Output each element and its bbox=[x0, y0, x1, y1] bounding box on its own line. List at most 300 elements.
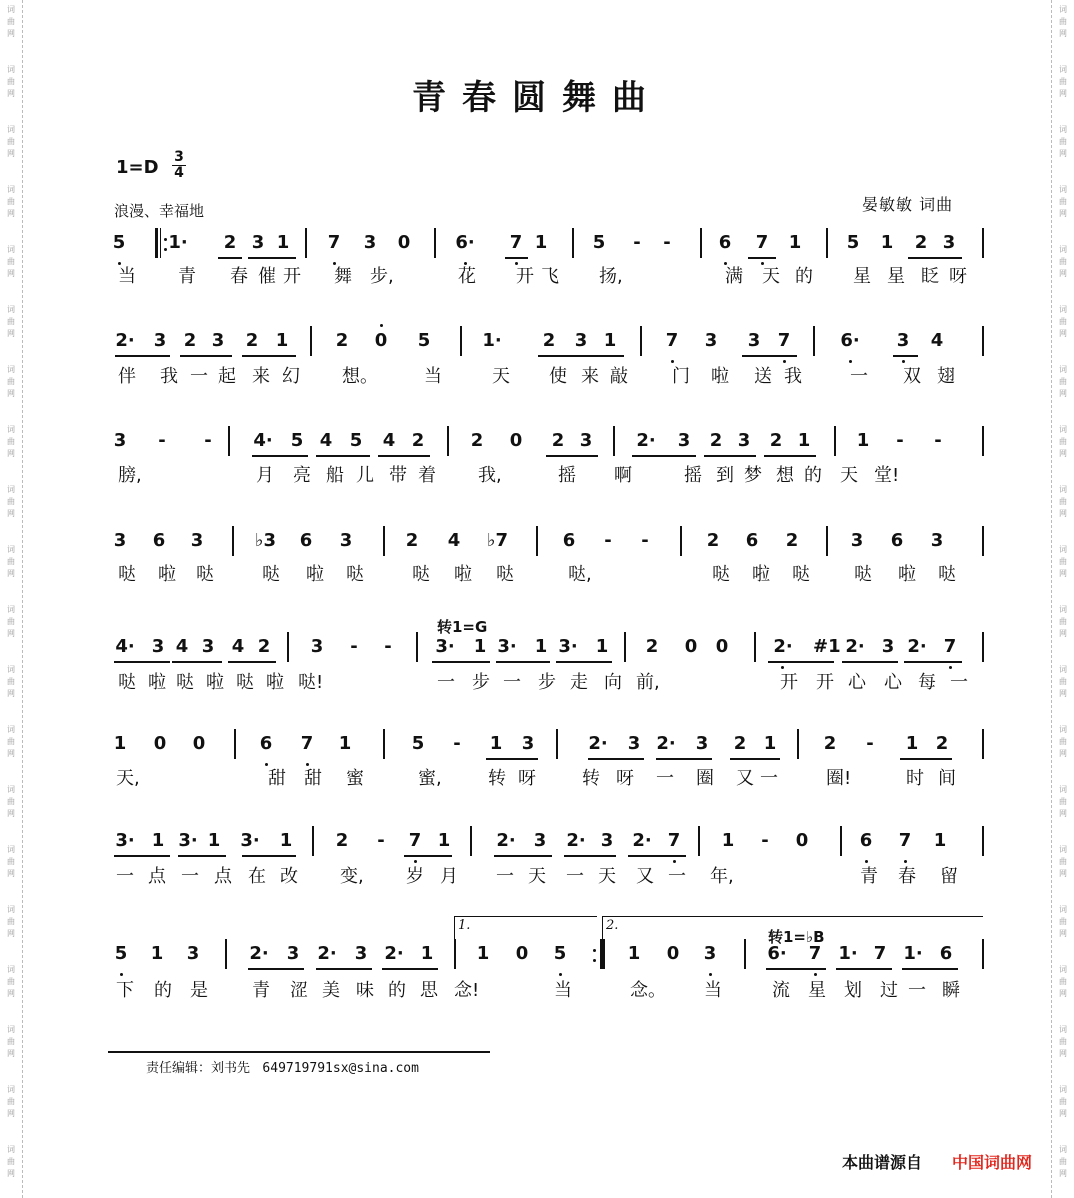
note: 1 bbox=[279, 830, 293, 851]
beam bbox=[902, 968, 958, 970]
note: 7 bbox=[667, 830, 681, 851]
note: 2 bbox=[785, 530, 799, 551]
lyric: 哒 bbox=[236, 672, 254, 693]
song-title: 青春圆舞曲 bbox=[412, 78, 662, 118]
beam bbox=[588, 758, 644, 760]
lyric: 蜜, bbox=[418, 768, 442, 789]
beam bbox=[893, 355, 918, 357]
lyric: 哒, bbox=[568, 564, 592, 585]
note: 3 bbox=[896, 330, 910, 351]
note: 1 bbox=[113, 733, 127, 754]
modulation-mark: 转1=G bbox=[437, 618, 488, 636]
barline bbox=[982, 228, 984, 258]
note: 5 bbox=[411, 733, 425, 754]
volta-2-label: 2. bbox=[606, 918, 619, 933]
note: 6· bbox=[455, 232, 475, 253]
note: 3 bbox=[113, 530, 127, 551]
lyric: 涩 bbox=[290, 980, 308, 1001]
note: 1 bbox=[338, 733, 352, 754]
note: 1 bbox=[880, 232, 894, 253]
lyric: 改 bbox=[280, 866, 298, 887]
octave-dot bbox=[118, 262, 121, 265]
barline bbox=[624, 632, 626, 662]
watermark-text: 词 曲 网 bbox=[1059, 725, 1067, 758]
beam bbox=[836, 968, 892, 970]
lyric: 儿 bbox=[356, 465, 374, 486]
note: 3· bbox=[115, 830, 135, 851]
note: 1 bbox=[476, 943, 490, 964]
watermark-text: 词 曲 网 bbox=[1059, 245, 1067, 278]
note: 3 bbox=[600, 830, 614, 851]
octave-dot bbox=[865, 860, 868, 863]
beam bbox=[564, 855, 616, 857]
watermark-text: 词 曲 网 bbox=[1059, 125, 1067, 158]
note: 3 bbox=[201, 636, 215, 657]
note: 2· bbox=[656, 733, 676, 754]
barline bbox=[744, 939, 746, 969]
barline bbox=[680, 526, 682, 556]
note: - bbox=[453, 733, 461, 754]
lyric: 味 bbox=[356, 980, 374, 1001]
note: 1· bbox=[838, 943, 858, 964]
watermark-text: 词 曲 网 bbox=[7, 1085, 15, 1118]
note: 6 bbox=[299, 530, 313, 551]
watermark-text: 词 曲 网 bbox=[7, 845, 15, 878]
note: 3 bbox=[677, 430, 691, 451]
beam bbox=[704, 455, 756, 457]
lyric: 哒 bbox=[262, 564, 280, 585]
lyric: 年, bbox=[710, 866, 734, 887]
lyric: 星 bbox=[808, 980, 826, 1001]
beam bbox=[768, 661, 834, 663]
beam bbox=[505, 257, 528, 259]
watermark-text: 词 曲 网 bbox=[1059, 1145, 1067, 1178]
note: 3 bbox=[704, 330, 718, 351]
note: 1 bbox=[603, 330, 617, 351]
note: ♭3 bbox=[255, 530, 277, 551]
note: 2 bbox=[823, 733, 837, 754]
lyric: 啦 bbox=[306, 564, 324, 585]
time-signature-bottom: 4 bbox=[172, 165, 186, 181]
note: 1 bbox=[473, 636, 487, 657]
left-watermark-strip bbox=[0, 0, 23, 1198]
beam bbox=[242, 355, 296, 357]
author-credit: 晏敏敏 词曲 bbox=[862, 195, 954, 214]
beam bbox=[494, 855, 552, 857]
note: 1 bbox=[763, 733, 777, 754]
repeat-end-bar bbox=[600, 939, 603, 969]
note: 7 bbox=[808, 943, 822, 964]
lyric: 月 bbox=[256, 465, 274, 486]
note: 3 bbox=[363, 232, 377, 253]
note: 2 bbox=[411, 430, 425, 451]
lyric: 步 bbox=[538, 672, 556, 693]
lyric: 膀, bbox=[118, 465, 142, 486]
lyric: 开 bbox=[780, 672, 798, 693]
lyric: 星 bbox=[887, 266, 905, 287]
note: 4· bbox=[253, 430, 273, 451]
note: 2 bbox=[769, 430, 783, 451]
note: - bbox=[204, 430, 212, 451]
barline bbox=[234, 729, 236, 759]
note: - bbox=[866, 733, 874, 754]
lyric: 啦 bbox=[158, 564, 176, 585]
lyric: 走 bbox=[570, 672, 588, 693]
lyric: 在 bbox=[248, 866, 266, 887]
barline bbox=[460, 326, 462, 356]
source-label: 本曲谱源自 bbox=[842, 1153, 923, 1172]
note: 4 bbox=[231, 636, 245, 657]
lyric: 开 bbox=[283, 266, 301, 287]
note: 2 bbox=[914, 232, 928, 253]
lyric: 一 bbox=[656, 768, 674, 789]
watermark-text: 词 曲 网 bbox=[1059, 5, 1067, 38]
note: 5 bbox=[417, 330, 431, 351]
note: - bbox=[896, 430, 904, 451]
lyric: 翅 bbox=[937, 366, 955, 387]
beam bbox=[764, 455, 816, 457]
lyric: 划 bbox=[844, 980, 862, 1001]
lyric: 留 bbox=[940, 866, 958, 887]
watermark-text: 词 曲 网 bbox=[7, 5, 15, 38]
watermark-text: 词 曲 网 bbox=[7, 65, 15, 98]
lyric: 一 bbox=[850, 366, 868, 387]
octave-dot bbox=[902, 360, 905, 363]
octave-dot bbox=[265, 763, 268, 766]
note: 1 bbox=[420, 943, 434, 964]
lyric: 啦 bbox=[148, 672, 166, 693]
note: 6 bbox=[745, 530, 759, 551]
note: 1 bbox=[207, 830, 221, 851]
barline bbox=[982, 526, 984, 556]
beam bbox=[115, 355, 170, 357]
time-signature-top: 3 bbox=[174, 149, 184, 165]
note: 3 bbox=[113, 430, 127, 451]
lyric: 一 bbox=[908, 980, 926, 1001]
barline bbox=[603, 939, 605, 969]
lyric: 送 bbox=[754, 366, 772, 387]
lyric: 的 bbox=[804, 465, 822, 486]
lyric: 堂! bbox=[874, 465, 900, 486]
barline bbox=[536, 526, 538, 556]
note: - bbox=[761, 830, 769, 851]
lyric: 哒 bbox=[196, 564, 214, 585]
lyric: 思 bbox=[420, 980, 438, 1001]
lyric: 啦 bbox=[206, 672, 224, 693]
watermark-text: 词 曲 网 bbox=[7, 425, 15, 458]
note: 3· bbox=[178, 830, 198, 851]
octave-dot bbox=[414, 860, 417, 863]
lyric: 哒 bbox=[118, 564, 136, 585]
note: 7 bbox=[873, 943, 887, 964]
lyric: 点 bbox=[148, 866, 166, 887]
lyric: 心 bbox=[848, 672, 866, 693]
note: 3· bbox=[497, 636, 517, 657]
lyric: 来 bbox=[252, 366, 270, 387]
lyric: 时 bbox=[906, 768, 924, 789]
note: 2 bbox=[706, 530, 720, 551]
lyric: 天 bbox=[492, 366, 510, 387]
repeat-dot bbox=[593, 959, 596, 962]
lyric: 啦 bbox=[752, 564, 770, 585]
note: 5 bbox=[592, 232, 606, 253]
lyric: 圈 bbox=[696, 768, 714, 789]
note: 0 bbox=[509, 430, 523, 451]
lyric: 的 bbox=[795, 266, 813, 287]
lyric: 一 bbox=[950, 672, 968, 693]
watermark-text: 词 曲 网 bbox=[7, 785, 15, 818]
lyric: 哒 bbox=[712, 564, 730, 585]
note: 7 bbox=[327, 232, 341, 253]
barline bbox=[447, 426, 449, 456]
lyric: 当 bbox=[118, 266, 136, 287]
repeat-dot bbox=[164, 238, 167, 241]
note: 7 bbox=[943, 636, 957, 657]
octave-dot bbox=[814, 973, 817, 976]
watermark-text: 词 曲 网 bbox=[1059, 425, 1067, 458]
lyric: 当 bbox=[424, 366, 442, 387]
octave-dot bbox=[783, 360, 786, 363]
note: 2 bbox=[645, 636, 659, 657]
watermark-text: 词 曲 网 bbox=[7, 305, 15, 338]
note: 2· bbox=[636, 430, 656, 451]
lyric: 流 bbox=[772, 980, 790, 1001]
beam bbox=[632, 455, 696, 457]
watermark-text: 词 曲 网 bbox=[1059, 965, 1067, 998]
lyric: 间 bbox=[938, 768, 956, 789]
lyric: 点 bbox=[214, 866, 232, 887]
lyric: 船 bbox=[326, 465, 344, 486]
lyric: 哒 bbox=[792, 564, 810, 585]
note: - bbox=[377, 830, 385, 851]
note: 1 bbox=[595, 636, 609, 657]
repeat-dot bbox=[164, 248, 167, 251]
barline bbox=[982, 729, 984, 759]
beam bbox=[316, 455, 370, 457]
note: 0 bbox=[192, 733, 206, 754]
note: 1 bbox=[788, 232, 802, 253]
lyric: 一 bbox=[668, 866, 686, 887]
lyric: 啦 bbox=[898, 564, 916, 585]
note: - bbox=[934, 430, 942, 451]
barline bbox=[982, 632, 984, 662]
lyric: 一 bbox=[566, 866, 584, 887]
note: 6 bbox=[718, 232, 732, 253]
watermark-text: 词 曲 网 bbox=[1059, 305, 1067, 338]
beam bbox=[382, 968, 438, 970]
beam bbox=[486, 758, 538, 760]
note: 3· bbox=[435, 636, 455, 657]
watermark-text: 词 曲 网 bbox=[7, 545, 15, 578]
barline bbox=[312, 826, 314, 856]
note: 7 bbox=[755, 232, 769, 253]
note: 7 bbox=[665, 330, 679, 351]
note: 6 bbox=[562, 530, 576, 551]
beam bbox=[218, 257, 242, 259]
note: 2 bbox=[935, 733, 949, 754]
watermark-text: 词 曲 网 bbox=[1059, 485, 1067, 518]
note: 6 bbox=[939, 943, 953, 964]
lyric: 哒 bbox=[176, 672, 194, 693]
lyric: 青 bbox=[252, 980, 270, 1001]
octave-dot bbox=[849, 360, 852, 363]
lyric: 呀 bbox=[616, 768, 634, 789]
note: 2· bbox=[907, 636, 927, 657]
note: 5 bbox=[114, 943, 128, 964]
watermark-text: 词 曲 网 bbox=[7, 665, 15, 698]
watermark-text: 词 曲 网 bbox=[1059, 665, 1067, 698]
note: 2· bbox=[249, 943, 269, 964]
octave-dot bbox=[515, 262, 518, 265]
note: 7 bbox=[408, 830, 422, 851]
note: - bbox=[641, 530, 649, 551]
note: 3 bbox=[339, 530, 353, 551]
lyric: 哒 bbox=[346, 564, 364, 585]
lyric: 甜 bbox=[268, 768, 286, 789]
beam bbox=[248, 968, 304, 970]
note: 3 bbox=[627, 733, 641, 754]
watermark-text: 词 曲 网 bbox=[7, 1145, 15, 1178]
watermark-text: 词 曲 网 bbox=[7, 245, 15, 278]
watermark-text: 词 曲 网 bbox=[1059, 605, 1067, 638]
lyric: 摇 bbox=[684, 465, 702, 486]
beam bbox=[228, 661, 276, 663]
source-site-link[interactable]: 中国词曲网 bbox=[952, 1153, 1033, 1172]
beam bbox=[172, 661, 222, 663]
watermark-text: 词 曲 网 bbox=[7, 365, 15, 398]
beam bbox=[242, 855, 296, 857]
beam bbox=[656, 758, 712, 760]
note: - bbox=[604, 530, 612, 551]
lyric: 念。 bbox=[630, 980, 666, 1001]
note: 4 bbox=[930, 330, 944, 351]
note: 3 bbox=[521, 733, 535, 754]
note: 7 bbox=[509, 232, 523, 253]
watermark-text: 词 曲 网 bbox=[1059, 845, 1067, 878]
note: 3· bbox=[240, 830, 260, 851]
note: 1 bbox=[150, 943, 164, 964]
note: 2 bbox=[223, 232, 237, 253]
lyric: 哒 bbox=[938, 564, 956, 585]
note: 3 bbox=[310, 636, 324, 657]
time-signature bbox=[172, 150, 186, 181]
barline bbox=[840, 826, 842, 856]
lyric: 梦 bbox=[744, 465, 762, 486]
lyric: 呀 bbox=[949, 266, 967, 287]
note: 3 bbox=[151, 636, 165, 657]
lyric: 天 bbox=[840, 465, 858, 486]
note: 4 bbox=[175, 636, 189, 657]
beam bbox=[900, 758, 952, 760]
watermark-text: 词 曲 网 bbox=[1059, 365, 1067, 398]
note: 1 bbox=[534, 232, 548, 253]
note: 1 bbox=[437, 830, 451, 851]
lyric: 哒! bbox=[298, 672, 324, 693]
barline bbox=[982, 939, 984, 969]
lyric: 我 bbox=[160, 366, 178, 387]
barline bbox=[287, 632, 289, 662]
barline bbox=[383, 729, 385, 759]
lyric: 当 bbox=[554, 980, 572, 1001]
note: 3 bbox=[153, 330, 167, 351]
octave-dot bbox=[761, 262, 764, 265]
watermark-text: 词 曲 网 bbox=[7, 125, 15, 158]
octave-dot bbox=[380, 324, 383, 327]
note: 1 bbox=[856, 430, 870, 451]
lyric: 啦 bbox=[454, 564, 472, 585]
barline bbox=[698, 826, 700, 856]
barline bbox=[305, 228, 307, 258]
barline bbox=[454, 939, 456, 969]
octave-dot bbox=[464, 262, 467, 265]
note: 2 bbox=[335, 830, 349, 851]
beam bbox=[766, 968, 826, 970]
lyric: 每 bbox=[918, 672, 936, 693]
note: 0 bbox=[374, 330, 388, 351]
note: 2· bbox=[845, 636, 865, 657]
beam bbox=[742, 355, 797, 357]
beam bbox=[730, 758, 780, 760]
barline bbox=[982, 826, 984, 856]
watermark-text: 词 曲 网 bbox=[1059, 785, 1067, 818]
barline bbox=[754, 632, 756, 662]
lyric: 亮 bbox=[293, 465, 311, 486]
octave-dot bbox=[306, 763, 309, 766]
octave-dot bbox=[781, 666, 784, 669]
note: 1· bbox=[482, 330, 502, 351]
octave-dot bbox=[904, 860, 907, 863]
editor-email: 649719791sx@sina.com bbox=[262, 1061, 419, 1076]
lyric: 啊 bbox=[614, 465, 632, 486]
note: 3 bbox=[211, 330, 225, 351]
lyric: 当 bbox=[704, 980, 722, 1001]
lyric: 哒 bbox=[496, 564, 514, 585]
lyric: 下 bbox=[116, 980, 134, 1001]
lyric: 蜜 bbox=[346, 768, 364, 789]
note: 3 bbox=[850, 530, 864, 551]
note: 2 bbox=[183, 330, 197, 351]
beam bbox=[546, 455, 598, 457]
lyric: 青 bbox=[178, 266, 196, 287]
lyric: 双 bbox=[903, 366, 921, 387]
beam bbox=[180, 355, 232, 357]
lyric: 开 bbox=[816, 672, 834, 693]
lyric: 摇 bbox=[558, 465, 576, 486]
note: 0 bbox=[397, 232, 411, 253]
note: 0 bbox=[684, 636, 698, 657]
note: 2· bbox=[384, 943, 404, 964]
barline bbox=[826, 526, 828, 556]
lyric: 天 bbox=[598, 866, 616, 887]
beam bbox=[248, 257, 296, 259]
lyric: 向 bbox=[604, 672, 622, 693]
note: 3 bbox=[737, 430, 751, 451]
note: 4 bbox=[447, 530, 461, 551]
barline bbox=[982, 326, 984, 356]
key-signature: 1=D bbox=[116, 157, 159, 178]
lyric: 一 bbox=[116, 866, 134, 887]
volta-1-label: 1. bbox=[458, 918, 471, 933]
lyric: 步, bbox=[370, 266, 394, 287]
note: 1 bbox=[276, 232, 290, 253]
lyric: 哒 bbox=[118, 672, 136, 693]
note: 4 bbox=[382, 430, 396, 451]
note: 2· bbox=[566, 830, 586, 851]
lyric: 心 bbox=[884, 672, 902, 693]
note: 5 bbox=[349, 430, 363, 451]
note: 6 bbox=[152, 530, 166, 551]
barline bbox=[416, 632, 418, 662]
